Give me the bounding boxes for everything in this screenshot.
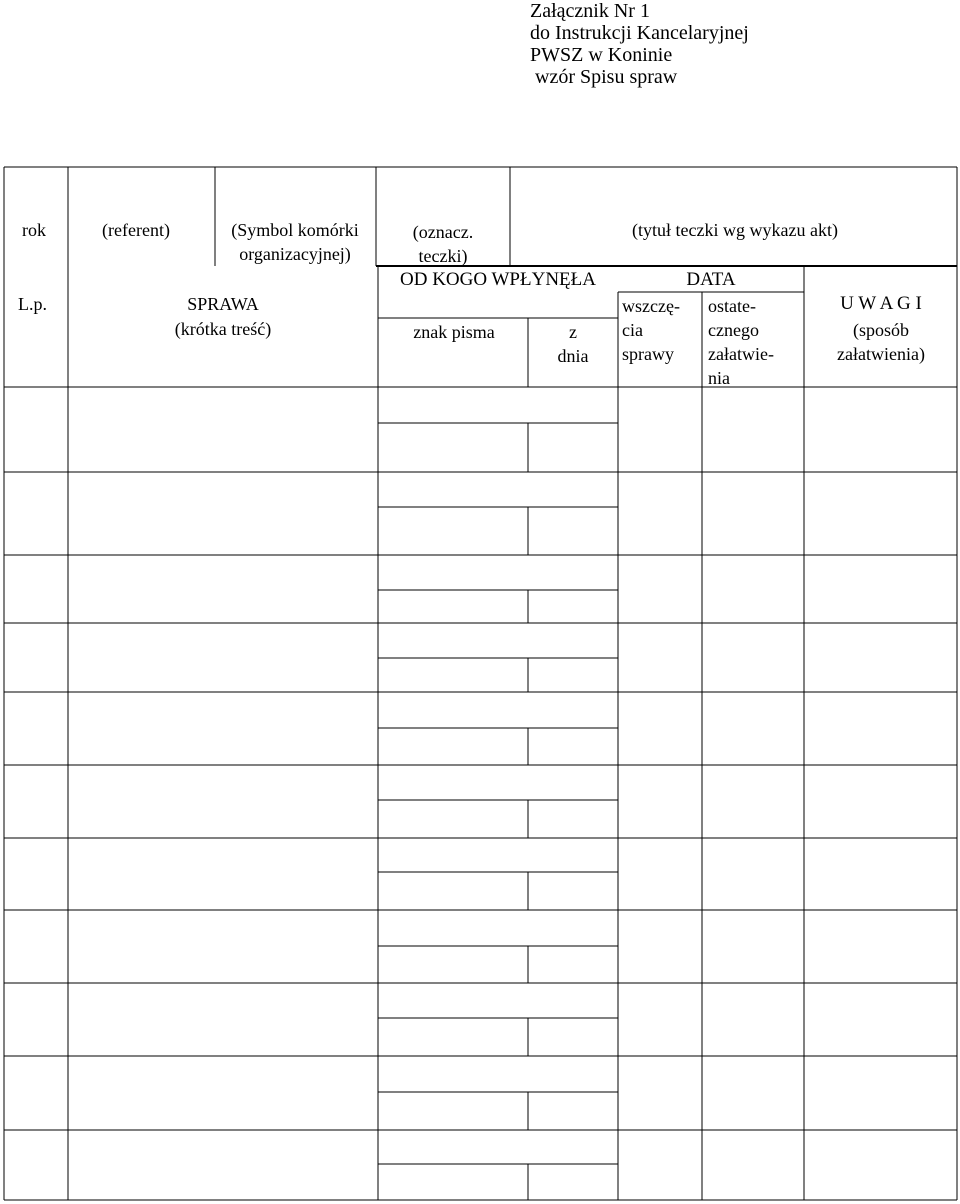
header-symbol-line2: organizacyjnej) [239,244,351,264]
col-header-uwagi-line3: załatwienia) [837,344,925,364]
header-oznacz-line2: teczki) [418,246,468,266]
col-header-ostat-line4: nia [708,368,730,388]
header-oznacz-line1: (oznacz. [412,222,474,242]
col-header-wszczecia-line2: cia [622,320,643,340]
col-header-od-kogo: OD KOGO WPŁYNĘŁA [400,269,596,290]
col-header-z: z [569,322,577,342]
header-rok: rok [22,220,46,240]
col-header-ostat-line3: załatwie- [708,344,774,364]
header-line-4: wzór Spisu spraw [530,66,678,88]
header-referent: (referent) [102,220,170,240]
col-header-lp: L.p. [18,294,47,314]
col-header-data: DATA [686,269,736,290]
col-header-sprawa-line1: SPRAWA [187,294,259,314]
header-tytul: (tytuł teczki wg wykazu akt) [632,220,838,240]
header-symbol-line1: (Symbol komórki [231,220,359,240]
header-line-3: PWSZ w Koninie [530,44,673,66]
col-header-ostat-line1: ostate- [708,296,756,316]
col-header-dnia: dnia [557,346,589,366]
col-header-sprawa-line2: (krótka treść) [174,319,272,339]
col-header-ostat-line2: cznego [708,320,759,340]
col-header-uwagi-line1: U W A G I [840,293,922,314]
col-header-znak-pisma: znak pisma [413,322,495,342]
header-line-2: do Instrukcji Kancelaryjnej [530,22,749,44]
col-header-wszczecia-line3: sprawy [622,344,674,364]
header-line-1: Załącznik Nr 1 [530,0,650,22]
col-header-wszczecia-line1: wszczę- [622,296,680,316]
col-header-uwagi-line2: (sposób [852,320,909,340]
